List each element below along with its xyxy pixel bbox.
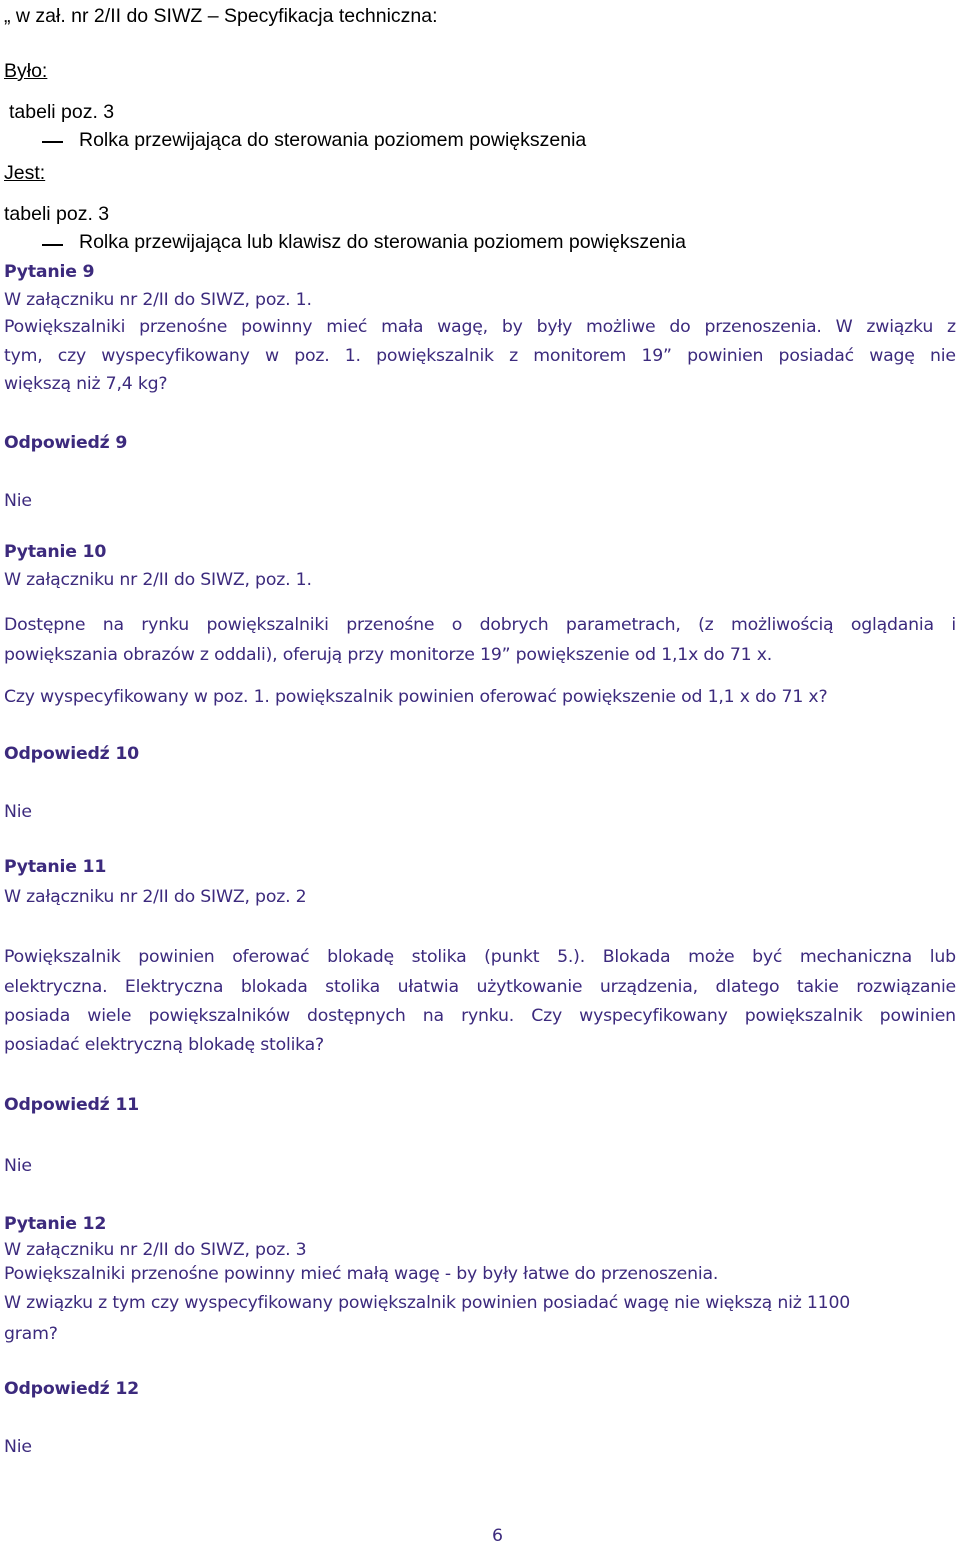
word: monitorem	[533, 346, 627, 366]
word: takie	[796, 977, 839, 997]
word: powinien	[687, 346, 764, 366]
word: nie	[930, 346, 956, 366]
word: lub	[929, 947, 956, 967]
word: parametrach,	[565, 615, 681, 635]
word: powinny	[241, 317, 313, 337]
question-9-text-line	[4, 344, 956, 368]
word: w	[264, 346, 279, 366]
question-11-reference: W załączniku nr 2/II do SIWZ, poz. 2	[4, 887, 307, 907]
answer-9-heading: Odpowiedź 9	[4, 433, 128, 453]
bylo-table-ref: tabeli poz. 3	[9, 101, 115, 123]
jest-label: Jest:	[4, 162, 46, 184]
word: przenośne	[346, 615, 435, 635]
question-12-text-line: Powiększalniki przenośne powinny mieć małą wagę - by były łatwe do przenoszenia.	[4, 1264, 719, 1284]
word: wyspecyfikowany	[579, 1006, 728, 1026]
question-11-text-line: posiadać elektryczną blokadę stolika?	[4, 1035, 325, 1055]
word: powiększalnik	[376, 346, 494, 366]
word: użytkowanie	[476, 977, 583, 997]
word: posiadać	[778, 346, 854, 366]
word: ułatwia	[397, 977, 459, 997]
jest-item: Rolka przewijająca lub klawisz do sterowania poziomem powiększenia	[79, 231, 686, 253]
word: stolika	[325, 977, 381, 997]
word: wagę	[869, 346, 915, 366]
bylo-label: Było:	[4, 60, 48, 82]
answer-9-text: Nie	[4, 491, 32, 511]
question-9-text-line: większą niż 7,4 kg?	[4, 374, 168, 394]
word: mieć	[326, 317, 368, 337]
question-11-text-line	[4, 975, 956, 999]
question-10-text-line: powiększania obrazów z oddali), oferują przy monitorze 19” powiększenie od 1,1x do 71 x.	[4, 645, 773, 665]
question-9-reference: W załączniku nr 2/II do SIWZ, poz. 1.	[4, 290, 312, 310]
jest-table-ref: tabeli poz. 3	[4, 203, 110, 225]
word: by	[501, 317, 523, 337]
word: Dostępne	[4, 615, 86, 635]
word: dostępnych	[307, 1006, 406, 1026]
word: tym,	[4, 346, 43, 366]
word: czy	[57, 346, 86, 366]
word: elektryczna.	[4, 977, 108, 997]
word: 1.	[344, 346, 361, 366]
word: możliwe	[586, 317, 656, 337]
word: rynku	[141, 615, 189, 635]
word: powinien	[879, 1006, 956, 1026]
question-12-text-line: W związku z tym czy wyspecyfikowany powiększalnik powinien posiadać wagę nie większą niż 1100	[4, 1293, 851, 1313]
page-number: 6	[492, 1526, 503, 1546]
word: poz.	[294, 346, 330, 366]
word: na	[102, 615, 124, 635]
question-12-heading: Pytanie 12	[4, 1214, 107, 1234]
word: stolika	[411, 947, 467, 967]
word: możliwością	[730, 615, 834, 635]
word: (punkt	[484, 947, 540, 967]
question-10-text-line: Czy wyspecyfikowany w poz. 1. powiększalnik powinien oferować powiększenie od 1,1 x do 71 x?	[4, 687, 828, 707]
header-line: „ w zał. nr 2/II do SIWZ – Specyfikacja techniczna:	[4, 5, 438, 27]
word: dlatego	[715, 977, 780, 997]
word: powiększalniki	[206, 615, 329, 635]
answer-11-text: Nie	[4, 1156, 32, 1176]
word: wyspecyfikowany	[101, 346, 250, 366]
question-10-text-line	[4, 613, 956, 637]
answer-11-heading: Odpowiedź 11	[4, 1095, 140, 1115]
word: Powiększalniki	[4, 317, 126, 337]
word: (z	[698, 615, 714, 635]
answer-10-heading: Odpowiedź 10	[4, 744, 140, 764]
question-9-text-line	[4, 315, 956, 339]
word: być	[752, 947, 783, 967]
word: i	[951, 615, 956, 635]
word: z	[509, 346, 519, 366]
word: 5.).	[557, 947, 585, 967]
word: powiększalników	[148, 1006, 290, 1026]
word: z	[947, 317, 956, 337]
word: 19”	[641, 346, 672, 366]
word: oferować	[232, 947, 310, 967]
answer-12-heading: Odpowiedź 12	[4, 1379, 140, 1399]
word: o	[451, 615, 463, 635]
word: rynku.	[461, 1006, 515, 1026]
question-10-reference: W załączniku nr 2/II do SIWZ, poz. 1.	[4, 570, 312, 590]
question-11-heading: Pytanie 11	[4, 857, 107, 877]
dash-bullet-icon	[42, 244, 63, 246]
question-9-heading: Pytanie 9	[4, 262, 95, 282]
word: Elektryczna	[124, 977, 224, 997]
word: oglądania	[850, 615, 934, 635]
question-12-text-line: gram?	[4, 1324, 58, 1344]
word: do	[669, 317, 691, 337]
question-11-text-line	[4, 1004, 956, 1028]
word: dobrych	[479, 615, 549, 635]
word: może	[688, 947, 735, 967]
word: powinien	[138, 947, 215, 967]
word: posiada	[4, 1006, 71, 1026]
word: powiększalnik	[744, 1006, 863, 1026]
word: wiele	[87, 1006, 132, 1026]
answer-10-text: Nie	[4, 802, 32, 822]
word: urządzenia,	[599, 977, 698, 997]
word: blokada	[240, 977, 308, 997]
word: związku	[866, 317, 934, 337]
word: mała	[381, 317, 424, 337]
word: przenoszenia.	[704, 317, 822, 337]
word: rozwiązanie	[856, 977, 956, 997]
dash-bullet-icon	[42, 141, 63, 143]
word: były	[536, 317, 573, 337]
word: wagę,	[437, 317, 488, 337]
word: na	[422, 1006, 444, 1026]
word: Powiększalnik	[4, 947, 121, 967]
question-11-text-line	[4, 945, 956, 969]
word: W	[835, 317, 853, 337]
bylo-item: Rolka przewijająca do sterowania poziomem powiększenia	[79, 129, 587, 151]
word: mechaniczna	[799, 947, 913, 967]
word: przenośne	[139, 317, 228, 337]
answer-12-text: Nie	[4, 1437, 32, 1457]
word: Czy	[531, 1006, 562, 1026]
word: blokadę	[327, 947, 394, 967]
word: Blokada	[602, 947, 671, 967]
question-12-reference: W załączniku nr 2/II do SIWZ, poz. 3	[4, 1240, 307, 1260]
question-10-heading: Pytanie 10	[4, 542, 107, 562]
